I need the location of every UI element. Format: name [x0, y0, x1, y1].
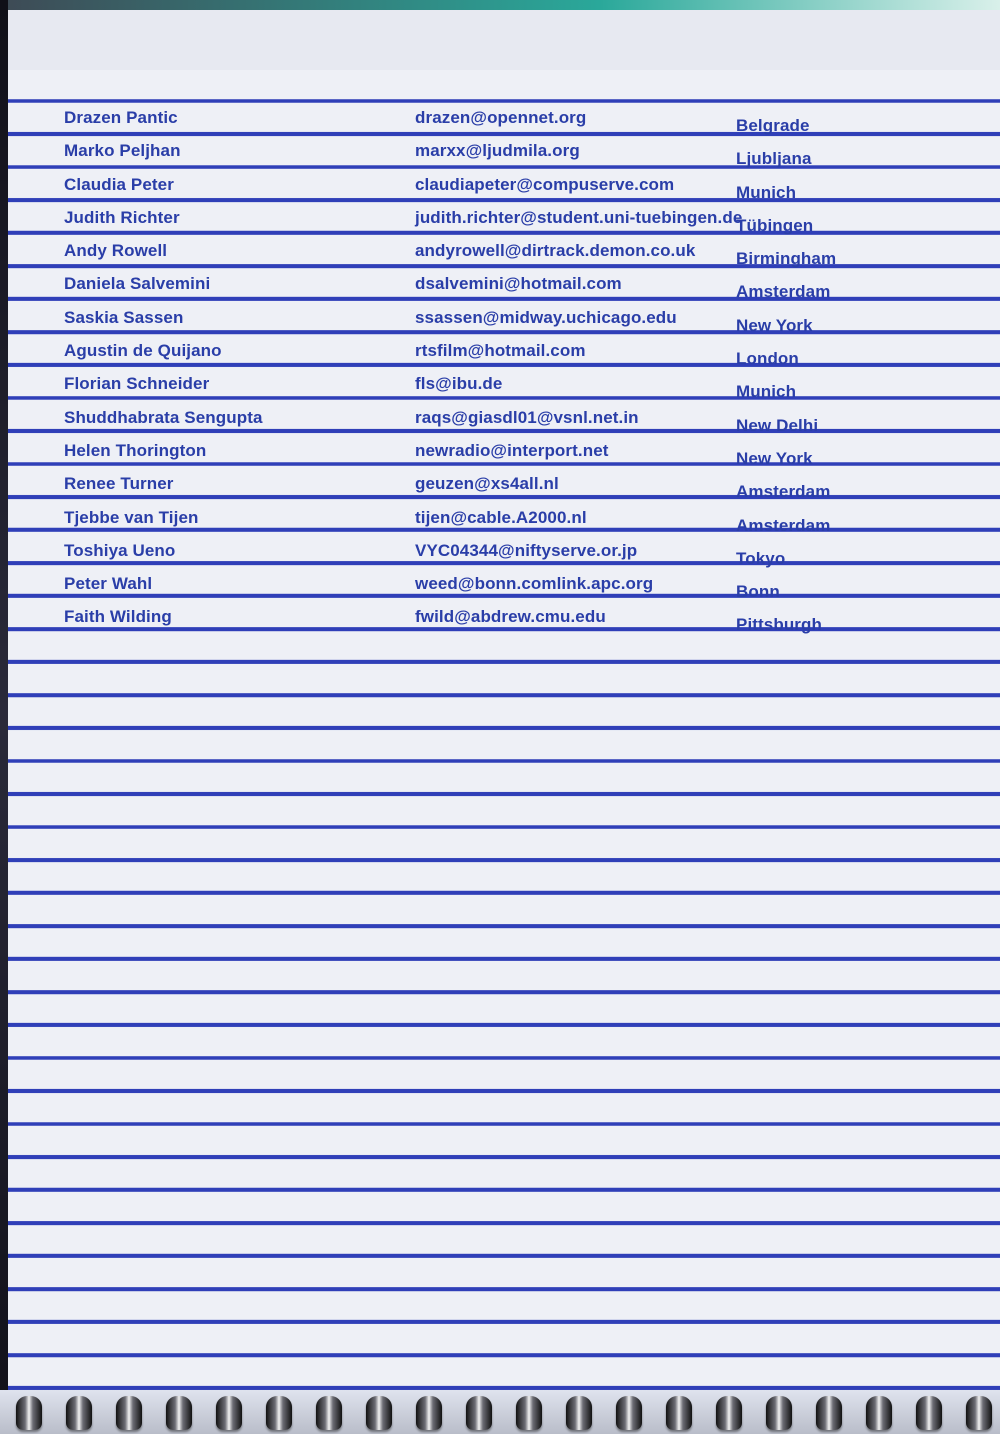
contact-row — [0, 104, 1000, 137]
spiral-coil-icon — [766, 1396, 792, 1430]
contact-row — [0, 270, 1000, 303]
contact-email: VYC04344@niftyserve.or.jp — [415, 540, 638, 560]
contact-email: weed@bonn.comlink.apc.org — [415, 574, 654, 594]
contact-row — [0, 237, 1000, 270]
spiral-coil-icon — [66, 1396, 92, 1430]
contact-row — [0, 337, 1000, 370]
spiral-coil-icon — [966, 1396, 992, 1430]
contact-name: Florian Schneider — [64, 374, 210, 394]
contact-city: Belgrade — [736, 116, 810, 135]
contact-row — [0, 304, 1000, 337]
contact-email: geuzen@xs4all.nl — [415, 474, 559, 494]
contact-row — [0, 603, 1000, 636]
contact-row — [0, 570, 1000, 603]
contact-row — [0, 137, 1000, 170]
contact-name: Drazen Pantic — [64, 108, 178, 127]
contact-city: Tokyo — [736, 548, 786, 568]
contact-row — [0, 504, 1000, 537]
spiral-coil-icon — [16, 1396, 42, 1430]
contact-city: New York — [736, 448, 813, 468]
spiral-coil-icon — [816, 1396, 842, 1430]
contact-email: ssassen@midway.uchicago.edu — [415, 307, 677, 327]
contact-name: Judith Richter — [64, 207, 180, 227]
contact-name: Andy Rowell — [64, 241, 168, 261]
contact-city: Birmingham — [736, 249, 837, 269]
contact-city: Amsterdam — [736, 482, 831, 502]
spiral-binding — [0, 1390, 1000, 1434]
contact-row — [0, 370, 1000, 403]
spiral-coil-icon — [616, 1396, 642, 1430]
contact-email: fwild@abdrew.cmu.edu — [415, 607, 606, 627]
contact-name: Marko Peljhan — [64, 141, 181, 161]
contact-email: marxx@ljudmila.org — [415, 141, 580, 161]
contact-row — [0, 171, 1000, 204]
spiral-coil-icon — [866, 1396, 892, 1430]
contact-email: raqs@giasdl01@vsnl.net.in — [415, 407, 639, 427]
contact-name: Toshiya Ueno — [64, 540, 176, 560]
spiral-coil-icon — [166, 1396, 192, 1430]
contact-email: claudiapeter@compuserve.com — [415, 174, 675, 194]
spiral-coil-icon — [316, 1396, 342, 1430]
spiral-coil-icon — [916, 1396, 942, 1430]
spiral-coil-icon — [416, 1396, 442, 1430]
page-top-edge — [0, 0, 1000, 10]
contact-city: Bonn — [736, 582, 780, 602]
contact-name: Claudia Peter — [64, 174, 174, 194]
contact-email: drazen@opennet.org — [415, 108, 587, 127]
contact-name: Daniela Salvemini — [64, 274, 211, 294]
contact-city: Pittsburgh — [736, 615, 822, 635]
contact-email: andyrowell@dirtrack.demon.co.uk — [415, 241, 696, 261]
spiral-coil-icon — [466, 1396, 492, 1430]
contact-city: New Delhi — [736, 415, 819, 435]
contact-row — [0, 404, 1000, 437]
contact-name: Tjebbe van Tijen — [64, 507, 199, 527]
contact-row — [0, 537, 1000, 570]
contact-email: judith.richter@student.uni-tuebingen.de — [415, 207, 743, 227]
contact-email: newradio@interport.net — [415, 440, 609, 460]
contact-city: New York — [736, 315, 813, 335]
spiral-coil-icon — [516, 1396, 542, 1430]
contact-email: tijen@cable.A2000.nl — [415, 507, 587, 527]
contact-city: Munich — [736, 182, 797, 202]
contact-row — [0, 437, 1000, 470]
spiral-coil-icon — [666, 1396, 692, 1430]
contact-name: Helen Thorington — [64, 440, 207, 460]
contact-name: Peter Wahl — [64, 574, 153, 594]
spiral-coil-icon — [716, 1396, 742, 1430]
contact-name: Shuddhabrata Sengupta — [64, 407, 263, 427]
contact-email: dsalvemini@hotmail.com — [415, 274, 622, 294]
contact-email: rtsfilm@hotmail.com — [415, 341, 586, 361]
contact-city: Amsterdam — [736, 282, 831, 302]
contact-city: Amsterdam — [736, 515, 831, 535]
contact-city: London — [736, 349, 799, 369]
contact-name: Renee Turner — [64, 474, 174, 494]
contact-name: Agustin de Quijano — [64, 341, 222, 361]
contact-row — [0, 204, 1000, 237]
contact-name: Saskia Sassen — [64, 307, 184, 327]
spiral-coil-icon — [566, 1396, 592, 1430]
spiral-coil-icon — [216, 1396, 242, 1430]
spiral-coil-icon — [366, 1396, 392, 1430]
contact-email: fls@ibu.de — [415, 374, 503, 394]
contact-city: Tübingen — [736, 215, 814, 235]
contact-list — [0, 104, 1000, 637]
contact-city: Ljubljana — [736, 149, 812, 169]
contact-city: Munich — [736, 382, 797, 402]
spiral-coil-icon — [266, 1396, 292, 1430]
contact-name: Faith Wilding — [64, 607, 172, 627]
contact-row — [0, 470, 1000, 503]
spiral-coil-icon — [116, 1396, 142, 1430]
